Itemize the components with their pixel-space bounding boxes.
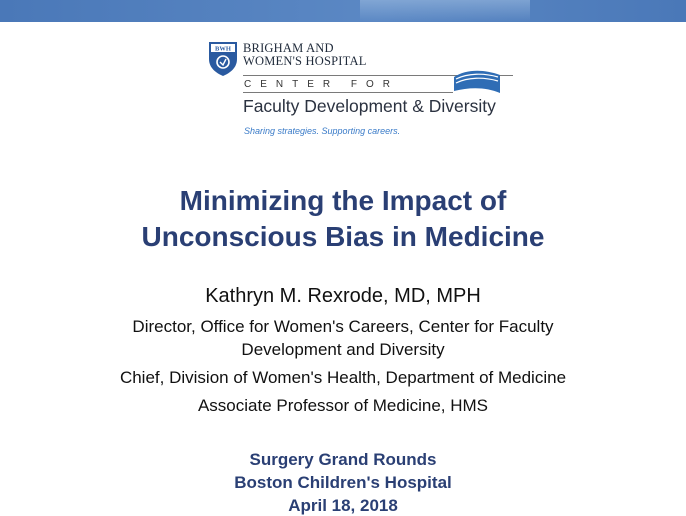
center-for-label: CENTER FOR [244,79,399,90]
top-banner-bar [0,0,686,22]
slide-title [0,183,686,255]
bwh-shield-icon [208,41,238,77]
brand-name-line-2: WOMEN'S HOSPITAL [243,54,367,68]
banner-highlight [360,0,530,22]
logo-divider-bottom [243,92,453,93]
center-name: Faculty Development & Diversity [243,96,496,116]
event-name: Surgery Grand Rounds [249,450,437,469]
event-venue: Boston Children's Hospital [234,473,452,492]
presenter-role-professor: Associate Professor of Medicine, HMS [197,396,489,415]
title-line-2: Unconscious Bias in Medicine [141,221,545,252]
event-date: April 18, 2018 [288,496,398,515]
title-line-1: Minimizing the Impact of [179,185,507,216]
presenter-role-chief: Chief, Division of Women's Health, Department of Medicine [119,368,567,387]
cfdd-swoosh-icon [452,67,502,95]
presenter-role-director: Director, Office for Women's Careers, Center for Faculty Development and Diversity [132,317,554,359]
bwh-cfdd-logo [208,40,518,140]
brand-name-line-1: BRIGHAM AND [243,41,334,55]
logo-tagline: Sharing strategies. Supporting careers. [244,126,401,136]
presenter-name: Kathryn M. Rexrode, MD, MPH [205,285,481,307]
shield-text: BWH [215,45,231,53]
